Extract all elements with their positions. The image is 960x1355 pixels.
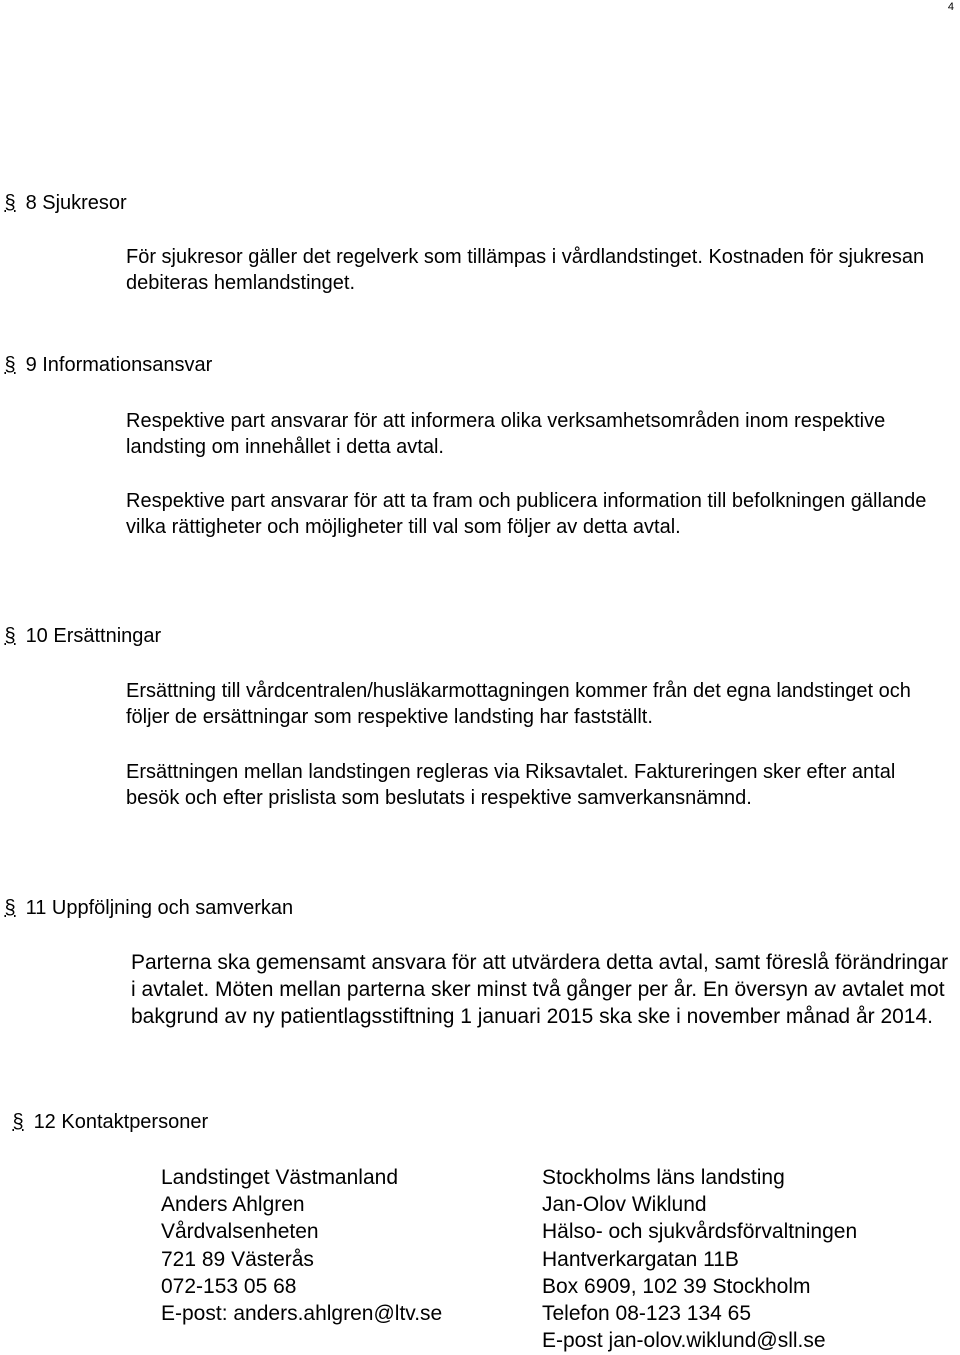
section-heading: [0, 352, 212, 378]
section-title: 8 Sjukresor: [25, 192, 127, 214]
contact-org: Landstinget Västmanland: [161, 1166, 398, 1189]
contact-address: 721 89 Västerås: [161, 1247, 314, 1271]
contact-email: E-post jan-olov.wiklund@sll.se: [542, 1329, 826, 1353]
section-symbol: §: [4, 625, 16, 647]
section-paragraph: Ersättning till vårdcentralen/husläkarmottagningen kommer från det egna landstinget och följer de ersättningar som respektive landsting har fastställt.: [126, 680, 911, 728]
contact-unit: Vårdvalsenheten: [161, 1220, 319, 1244]
section-symbol: §: [4, 897, 16, 919]
section-paragraph: Respektive part ansvarar för att ta fram och publicera information till befolkningen gällande vilka rättigheter och möjligheter till val som följer av detta avtal.: [126, 490, 927, 538]
section-title: 10 Ersättningar: [25, 625, 162, 647]
section-heading: [0, 190, 127, 216]
section-title: 11 Uppföljning och samverkan: [25, 897, 294, 919]
section-heading: [0, 623, 161, 649]
contact-name: Anders Ahlgren: [161, 1193, 305, 1217]
section-title: 9 Informationsansvar: [25, 354, 213, 376]
contact-address: Box 6909, 102 39 Stockholm: [542, 1274, 811, 1298]
section-paragraph: Respektive part ansvarar för att informera olika verksamhetsområden inom respektive landsting om innehållet i detta avtal.: [126, 410, 886, 458]
section-paragraph: Parterna ska gemensamt ansvara för att utvärdera detta avtal, samt föreslå förändringar i avtalet. Möten mellan parterna sker minst två gånger per år. En översyn av avtalet mot bakgrund av ny patientlagsstiftning 1 januari 2015 ska ske i november månad år 2014.: [131, 951, 949, 1028]
section-symbol: §: [4, 354, 16, 376]
contact-street: Hantverkargatan 11B: [542, 1247, 739, 1271]
page-number: 4: [947, 1, 954, 13]
contact-name: Jan-Olov Wiklund: [542, 1193, 707, 1217]
contact-vastmanland: [161, 1164, 442, 1327]
contact-unit: Hälso- och sjukvårdsförvaltningen: [542, 1220, 858, 1244]
contact-stockholm: [542, 1164, 857, 1354]
section-title: 12 Kontaktpersoner: [33, 1111, 209, 1133]
section-heading: [8, 1109, 208, 1135]
contact-org: Stockholms läns landsting: [542, 1166, 785, 1189]
section-heading: [0, 895, 293, 921]
contact-phone: 072-153 05 68: [161, 1274, 297, 1298]
section-symbol: §: [12, 1111, 24, 1133]
contact-email: E-post: anders.ahlgren@ltv.se: [161, 1302, 443, 1326]
section-paragraph: Ersättningen mellan landstingen regleras via Riksavtalet. Faktureringen sker efter antal besök och efter prislista som beslutats i respektive samverkansnämnd.: [126, 761, 896, 809]
section-symbol: §: [4, 192, 16, 214]
section-paragraph: För sjukresor gäller det regelverk som tillämpas i vårdlandstinget. Kostnaden för sjukresan debiteras hemlandstinget.: [126, 246, 925, 294]
contact-phone: Telefon 08-123 134 65: [542, 1302, 752, 1326]
